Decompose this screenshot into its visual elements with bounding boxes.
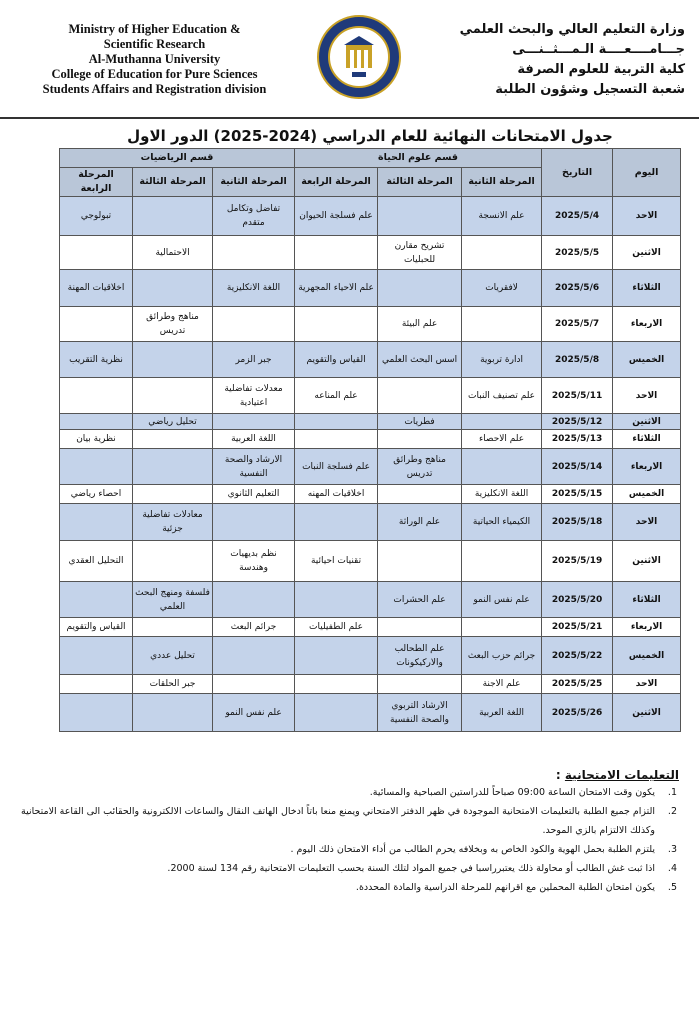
subject-cell	[213, 236, 295, 270]
instructions-heading: التعليمات الامتحانية :	[555, 768, 679, 782]
subject-cell	[378, 197, 462, 236]
subject-cell	[462, 618, 542, 637]
subject-cell: الكيمياء الحياتية	[462, 504, 542, 541]
university-seal-icon	[316, 14, 402, 100]
subject-cell: تفاضل وتكامل متقدم	[213, 197, 295, 236]
date-cell: 2025/5/4	[542, 197, 613, 236]
table-row	[60, 236, 681, 270]
subject-cell: القياس والتقويم	[295, 342, 378, 378]
table-row	[60, 582, 681, 618]
date-cell: 2025/5/22	[542, 637, 613, 675]
subject-cell: تحليل عددي	[133, 637, 213, 675]
subject-cell: علم الانسجة	[462, 197, 542, 236]
header-stage-column: المرحلة الثانية	[462, 168, 542, 197]
table-row	[60, 414, 681, 430]
subject-cell	[378, 618, 462, 637]
date-cell: 2025/5/7	[542, 307, 613, 342]
subject-cell	[60, 414, 133, 430]
day-cell: الثلاثاء	[613, 430, 681, 449]
date-cell: 2025/5/18	[542, 504, 613, 541]
subject-cell	[133, 694, 213, 732]
subject-cell: جرائم البعث	[213, 618, 295, 637]
subject-cell	[295, 637, 378, 675]
day-cell: الخميس	[613, 637, 681, 675]
day-cell: الاثنين	[613, 414, 681, 430]
subject-cell: علم الطحالب والاركيكونات	[378, 637, 462, 675]
date-cell: 2025/5/13	[542, 430, 613, 449]
instruction-number: 4.	[667, 863, 677, 874]
subject-cell	[133, 541, 213, 582]
table-row	[60, 675, 681, 694]
subject-cell	[60, 449, 133, 485]
instruction-text: يلتزم الطلبة بحمل الهوية والكود الخاص به وبخلافه يحرم الطالب من أداء الامتحان ذلك اليوم .	[290, 844, 655, 855]
subject-cell: اللغة الانكليزية	[462, 485, 542, 504]
subject-cell	[378, 270, 462, 307]
header-ar-line: شعبة التسجيل وشؤون الطلبة	[495, 82, 685, 97]
subject-cell	[295, 694, 378, 732]
day-cell: الاربعاء	[613, 618, 681, 637]
subject-cell: احصاء رياضي	[60, 485, 133, 504]
subject-cell	[213, 675, 295, 694]
table-row	[60, 694, 681, 732]
subject-cell	[133, 197, 213, 236]
header-en-line: Students Affairs and Registration division	[42, 82, 267, 96]
subject-cell: اخلاقيات المهنة	[60, 270, 133, 307]
subject-cell: علم فسلجة النبات	[295, 449, 378, 485]
subject-cell: علم الاحياء المجهرية	[295, 270, 378, 307]
header-divider	[0, 117, 699, 119]
subject-cell: نظم بديهيات وهندسة	[213, 541, 295, 582]
instruction-text: يكون وقت الامتحان الساعة 09:00 صباحاً للدراستين الصباحية والمسائية.	[369, 787, 655, 798]
day-cell: الثلاثاء	[613, 270, 681, 307]
instruction-number: 1.	[667, 787, 677, 798]
date-cell: 2025/5/20	[542, 582, 613, 618]
exam-schedule-table	[59, 148, 681, 732]
header-date: التاريخ	[542, 149, 613, 197]
table-row	[60, 342, 681, 378]
subject-cell	[378, 430, 462, 449]
date-cell: 2025/5/14	[542, 449, 613, 485]
subject-cell	[295, 236, 378, 270]
table-row	[60, 618, 681, 637]
header-en-line: College of Education for Pure Sciences	[51, 67, 258, 81]
subject-cell	[462, 449, 542, 485]
day-cell: الخميس	[613, 485, 681, 504]
subject-cell: جبر الحلقات	[133, 675, 213, 694]
instructions-title: التعليمات الامتحانية	[564, 768, 679, 782]
header-day: اليوم	[613, 149, 681, 197]
subject-cell	[133, 618, 213, 637]
subject-cell	[213, 414, 295, 430]
instruction-number: 3.	[667, 844, 677, 855]
header-ar-line: جـــامــــعــــة الـمـــثــنـــى	[512, 42, 685, 57]
header-life-sciences-dept: قسم علوم الحياة	[295, 149, 542, 168]
subject-cell: التحليل العقدي	[60, 541, 133, 582]
subject-cell	[60, 675, 133, 694]
subject-cell: جبر الزمر	[213, 342, 295, 378]
page-title: جدول الامتحانات النهائية للعام الدراسي (2024-2025) الدور الاول	[127, 127, 613, 145]
subject-cell: تبولوجي	[60, 197, 133, 236]
subject-cell: علم البيئة	[378, 307, 462, 342]
day-cell: الاربعاء	[613, 307, 681, 342]
header-english	[22, 22, 287, 97]
header-ar-line: كلية التربية للعلوم الصرفة	[517, 62, 685, 77]
subject-cell	[462, 307, 542, 342]
subject-cell: علم الاجنة	[462, 675, 542, 694]
subject-cell	[295, 504, 378, 541]
table-row	[60, 270, 681, 307]
header-en-line: Ministry of Higher Education &	[68, 22, 241, 36]
day-cell: الاحد	[613, 504, 681, 541]
subject-cell	[295, 414, 378, 430]
instruction-item	[11, 840, 681, 859]
subject-cell	[60, 504, 133, 541]
subject-cell: التعليم الثانوي	[213, 485, 295, 504]
subject-cell	[378, 378, 462, 414]
instruction-number: 5.	[667, 882, 677, 893]
subject-cell: اللغة العربية	[462, 694, 542, 732]
subject-cell	[60, 582, 133, 618]
subject-cell	[462, 541, 542, 582]
table-row	[60, 378, 681, 414]
subject-cell	[60, 637, 133, 675]
instructions-list	[11, 783, 681, 897]
instruction-text: اذا ثبت غش الطالب أو محاولة ذلك يعتبرراسبا في جميع المواد لتلك السنة بحسب التعليمات الامتحانية رقم 134 لسنة 2000.	[167, 863, 655, 874]
day-cell: الاثنين	[613, 236, 681, 270]
header-stage-column: المرحلة الرابعة	[60, 168, 133, 197]
subject-cell: علم نفس النمو	[462, 582, 542, 618]
subject-cell	[133, 430, 213, 449]
day-cell: الاربعاء	[613, 449, 681, 485]
subject-cell	[462, 414, 542, 430]
table-row	[60, 485, 681, 504]
subject-cell	[213, 307, 295, 342]
table-row	[60, 541, 681, 582]
subject-cell: القياس والتقويم	[60, 618, 133, 637]
subject-cell: معادلات تفاضلية جزئية	[133, 504, 213, 541]
subject-cell: اسس البحث العلمي	[378, 342, 462, 378]
subject-cell	[133, 378, 213, 414]
subject-cell: نظرية التقريب	[60, 342, 133, 378]
date-cell: 2025/5/26	[542, 694, 613, 732]
instruction-item	[11, 859, 681, 878]
subject-cell: مناهج وطرائق تدريس	[378, 449, 462, 485]
header-stage-column: المرحلة الرابعة	[295, 168, 378, 197]
subject-cell	[213, 582, 295, 618]
instruction-item	[11, 783, 681, 802]
subject-cell: ادارة تربوية	[462, 342, 542, 378]
instruction-number: 2.	[667, 806, 677, 817]
subject-cell: جرائم حزب البعث	[462, 637, 542, 675]
subject-cell	[378, 541, 462, 582]
day-cell: الاحد	[613, 197, 681, 236]
date-cell: 2025/5/15	[542, 485, 613, 504]
subject-cell: علم المناعه	[295, 378, 378, 414]
subject-cell: تحليل رياضي	[133, 414, 213, 430]
table-row	[60, 637, 681, 675]
subject-cell: علم الاحصاء	[462, 430, 542, 449]
subject-cell	[213, 504, 295, 541]
subject-cell: علم تصنيف النبات	[462, 378, 542, 414]
table-row	[60, 430, 681, 449]
subject-cell: اللغة الانكليزية	[213, 270, 295, 307]
subject-cell: تقنيات احيائية	[295, 541, 378, 582]
subject-cell	[60, 307, 133, 342]
subject-cell: لافقريات	[462, 270, 542, 307]
subject-cell: الارشاد التربوي والصحة النفسية	[378, 694, 462, 732]
subject-cell	[295, 430, 378, 449]
header-ar-line: وزارة التعليم العالي والبحث العلمي	[459, 22, 685, 37]
subject-cell	[295, 675, 378, 694]
subject-cell	[60, 694, 133, 732]
date-cell: 2025/5/6	[542, 270, 613, 307]
subject-cell: علم الوراثة	[378, 504, 462, 541]
day-cell: الخميس	[613, 342, 681, 378]
day-cell: الاحد	[613, 378, 681, 414]
table-row	[60, 449, 681, 485]
subject-cell: تشريح مقارن للحبليات	[378, 236, 462, 270]
header-arabic	[455, 20, 685, 100]
header-stage-column: المرحلة الثانية	[213, 168, 295, 197]
subject-cell	[378, 675, 462, 694]
subject-cell: علم الحشرات	[378, 582, 462, 618]
instruction-text: التزام جميع الطلبة بالتعليمات الامتحانية الموجودة في ظهر الدفتر الامتحاني ويمنع منعا باتاً ادخال الهاتف النقال والساعات الالكترونية والحقائب الى القاعة الامتحانية وكذلك الالتزام بالزي الموحد.	[21, 806, 655, 836]
instruction-item	[11, 802, 681, 840]
subject-cell	[133, 485, 213, 504]
instruction-text: يكون امتحان الطلبة المحملين مع اقرانهم للمرحلة الدراسية والمادة المحددة.	[355, 882, 655, 893]
day-cell: الاثنين	[613, 541, 681, 582]
header-stage-column: المرحلة الثالثة	[133, 168, 213, 197]
date-cell: 2025/5/8	[542, 342, 613, 378]
date-cell: 2025/5/5	[542, 236, 613, 270]
subject-cell	[133, 449, 213, 485]
date-cell: 2025/5/19	[542, 541, 613, 582]
date-cell: 2025/5/12	[542, 414, 613, 430]
subject-cell	[213, 637, 295, 675]
table-row	[60, 307, 681, 342]
subject-cell	[462, 236, 542, 270]
subject-cell: فلسفة ومنهج البحث العلمي	[133, 582, 213, 618]
subject-cell	[295, 307, 378, 342]
day-cell: الاحد	[613, 675, 681, 694]
subject-cell: اللغة العربية	[213, 430, 295, 449]
subject-cell	[60, 236, 133, 270]
subject-cell	[378, 485, 462, 504]
subject-cell	[295, 582, 378, 618]
subject-cell	[60, 378, 133, 414]
subject-cell: نظرية بيان	[60, 430, 133, 449]
subject-cell	[133, 270, 213, 307]
subject-cell: اخلاقيات المهنه	[295, 485, 378, 504]
subject-cell: الارشاد والصحة النفسية	[213, 449, 295, 485]
subject-cell: علم فسلجة الحيوان	[295, 197, 378, 236]
date-cell: 2025/5/11	[542, 378, 613, 414]
subject-cell: علم نفس النمو	[213, 694, 295, 732]
subject-cell: علم الطفيليات	[295, 618, 378, 637]
subject-cell: فطريات	[378, 414, 462, 430]
header-math-dept: قسم الرياضيات	[60, 149, 295, 168]
header-en-line: Al-Muthanna University	[88, 52, 221, 66]
date-cell: 2025/5/25	[542, 675, 613, 694]
date-cell: 2025/5/21	[542, 618, 613, 637]
subject-cell: الاحتمالية	[133, 236, 213, 270]
header-stage-column: المرحلة الثالثة	[378, 168, 462, 197]
day-cell: الاثنين	[613, 694, 681, 732]
subject-cell	[133, 342, 213, 378]
subject-cell: مناهج وطرائق تدريس	[133, 307, 213, 342]
table-row	[60, 504, 681, 541]
day-cell: الثلاثاء	[613, 582, 681, 618]
subject-cell: معدلات تفاضلية اعتيادية	[213, 378, 295, 414]
table-row	[60, 197, 681, 236]
instruction-item	[11, 878, 681, 897]
header-en-line: Scientific Research	[103, 37, 206, 51]
